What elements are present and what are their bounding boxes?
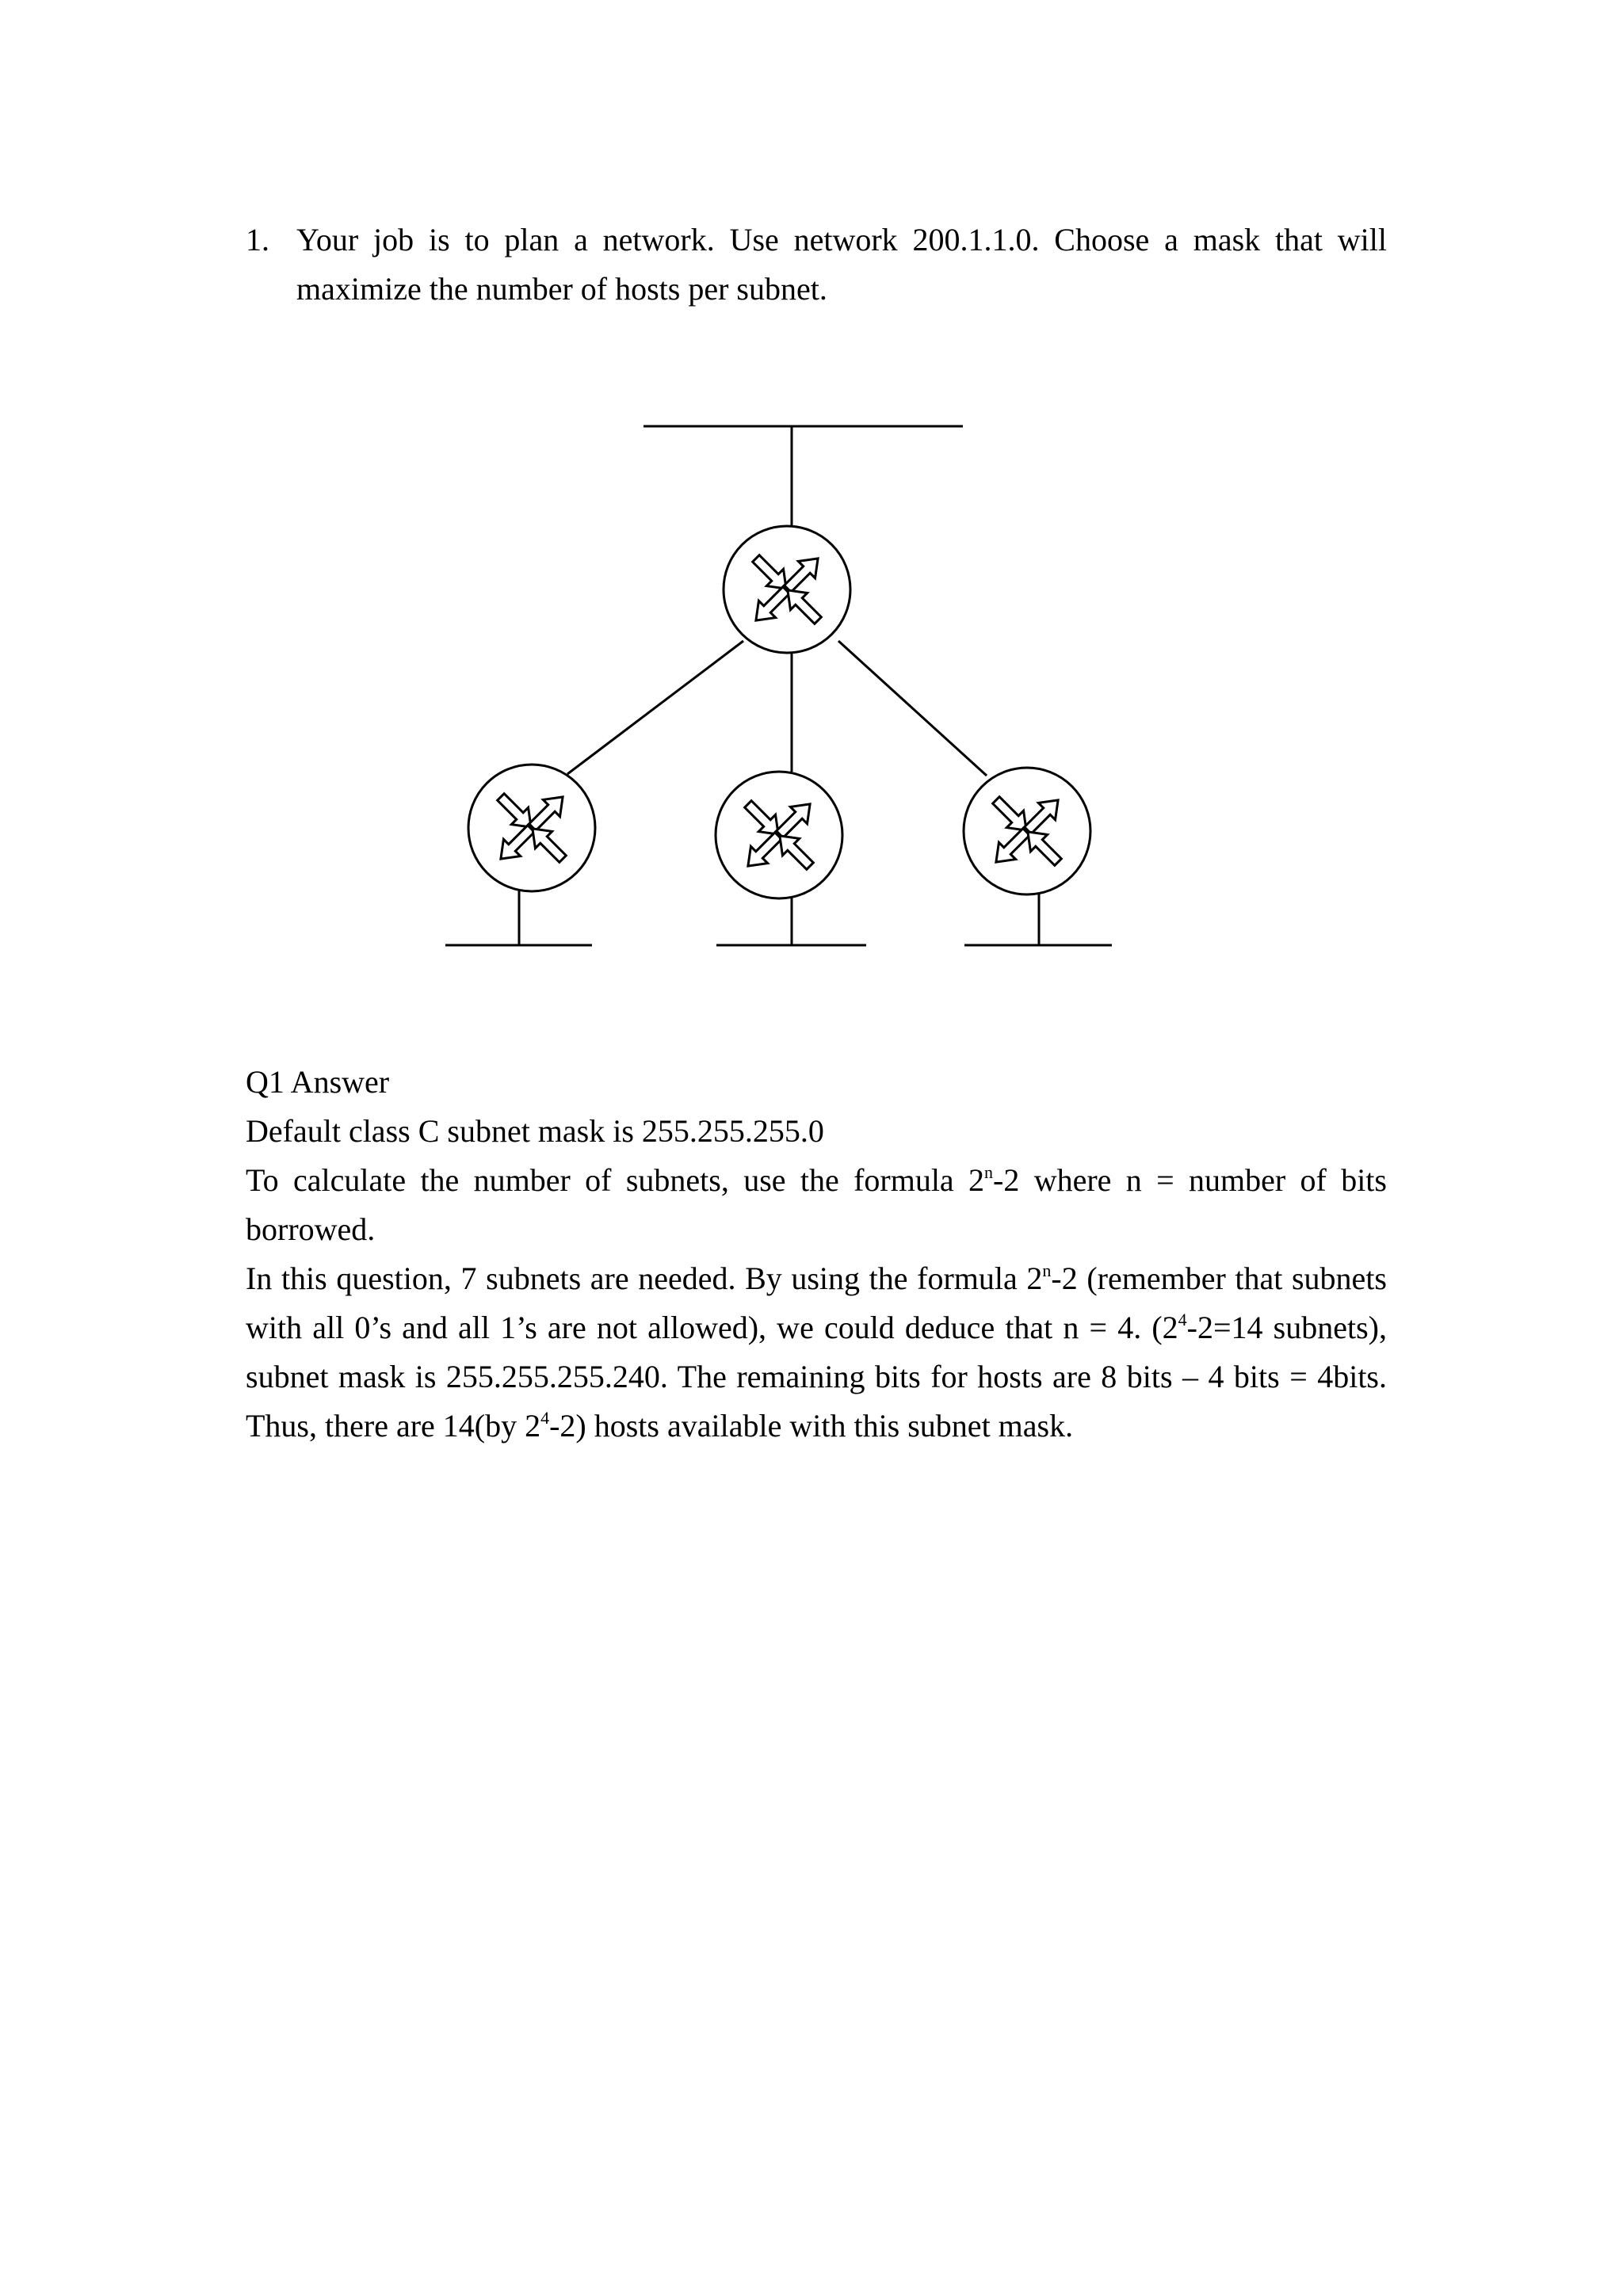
text-run: -2 (remember that subnets with all 0’s and all 1’s are not allowed), we could deduce that n = 4. (2 [246, 1261, 1387, 1345]
answer-section [246, 1058, 1387, 1451]
text-run: -2=14 subnets), subnet mask is 255.255.255.240. The remaining bits for hosts are 8 bits – 4 bits = 4bits. Thus, there are 14(by 2 [246, 1310, 1387, 1444]
answer-formula-paragraph [246, 1156, 1387, 1254]
text-run: -2 where n = number of bits borrowed. [246, 1162, 1387, 1247]
superscript: 4 [540, 1408, 550, 1428]
superscript: 4 [1178, 1310, 1187, 1329]
question-text: Your job is to plan a network. Use network 200.1.1.0. Choose a mask that will maximize the number of hosts per subnet. [296, 222, 1387, 307]
text-run: To calculate the number of subnets, use the formula 2 [246, 1162, 985, 1198]
question-number: 1. [246, 222, 269, 257]
answer-default-mask: Default class C subnet mask is 255.255.255.0 [246, 1113, 824, 1149]
branch-router-left-icon [468, 765, 595, 891]
branch-router-right-icon [964, 768, 1090, 894]
answer-heading: Q1 Answer [246, 1064, 390, 1100]
core-router-icon [724, 526, 850, 653]
text-run: -2) hosts available with this subnet mask. [549, 1408, 1074, 1444]
answer-explanation-paragraph [246, 1254, 1387, 1451]
superscript: n [1042, 1261, 1052, 1280]
link-core-left [567, 641, 743, 774]
link-core-right [838, 641, 987, 776]
text-run: In this question, 7 subnets are needed. By using the formula 2 [246, 1261, 1043, 1296]
superscript: n [984, 1162, 994, 1182]
branch-router-middle-icon [716, 772, 842, 898]
network-topology-diagram [0, 0, 1623, 1030]
